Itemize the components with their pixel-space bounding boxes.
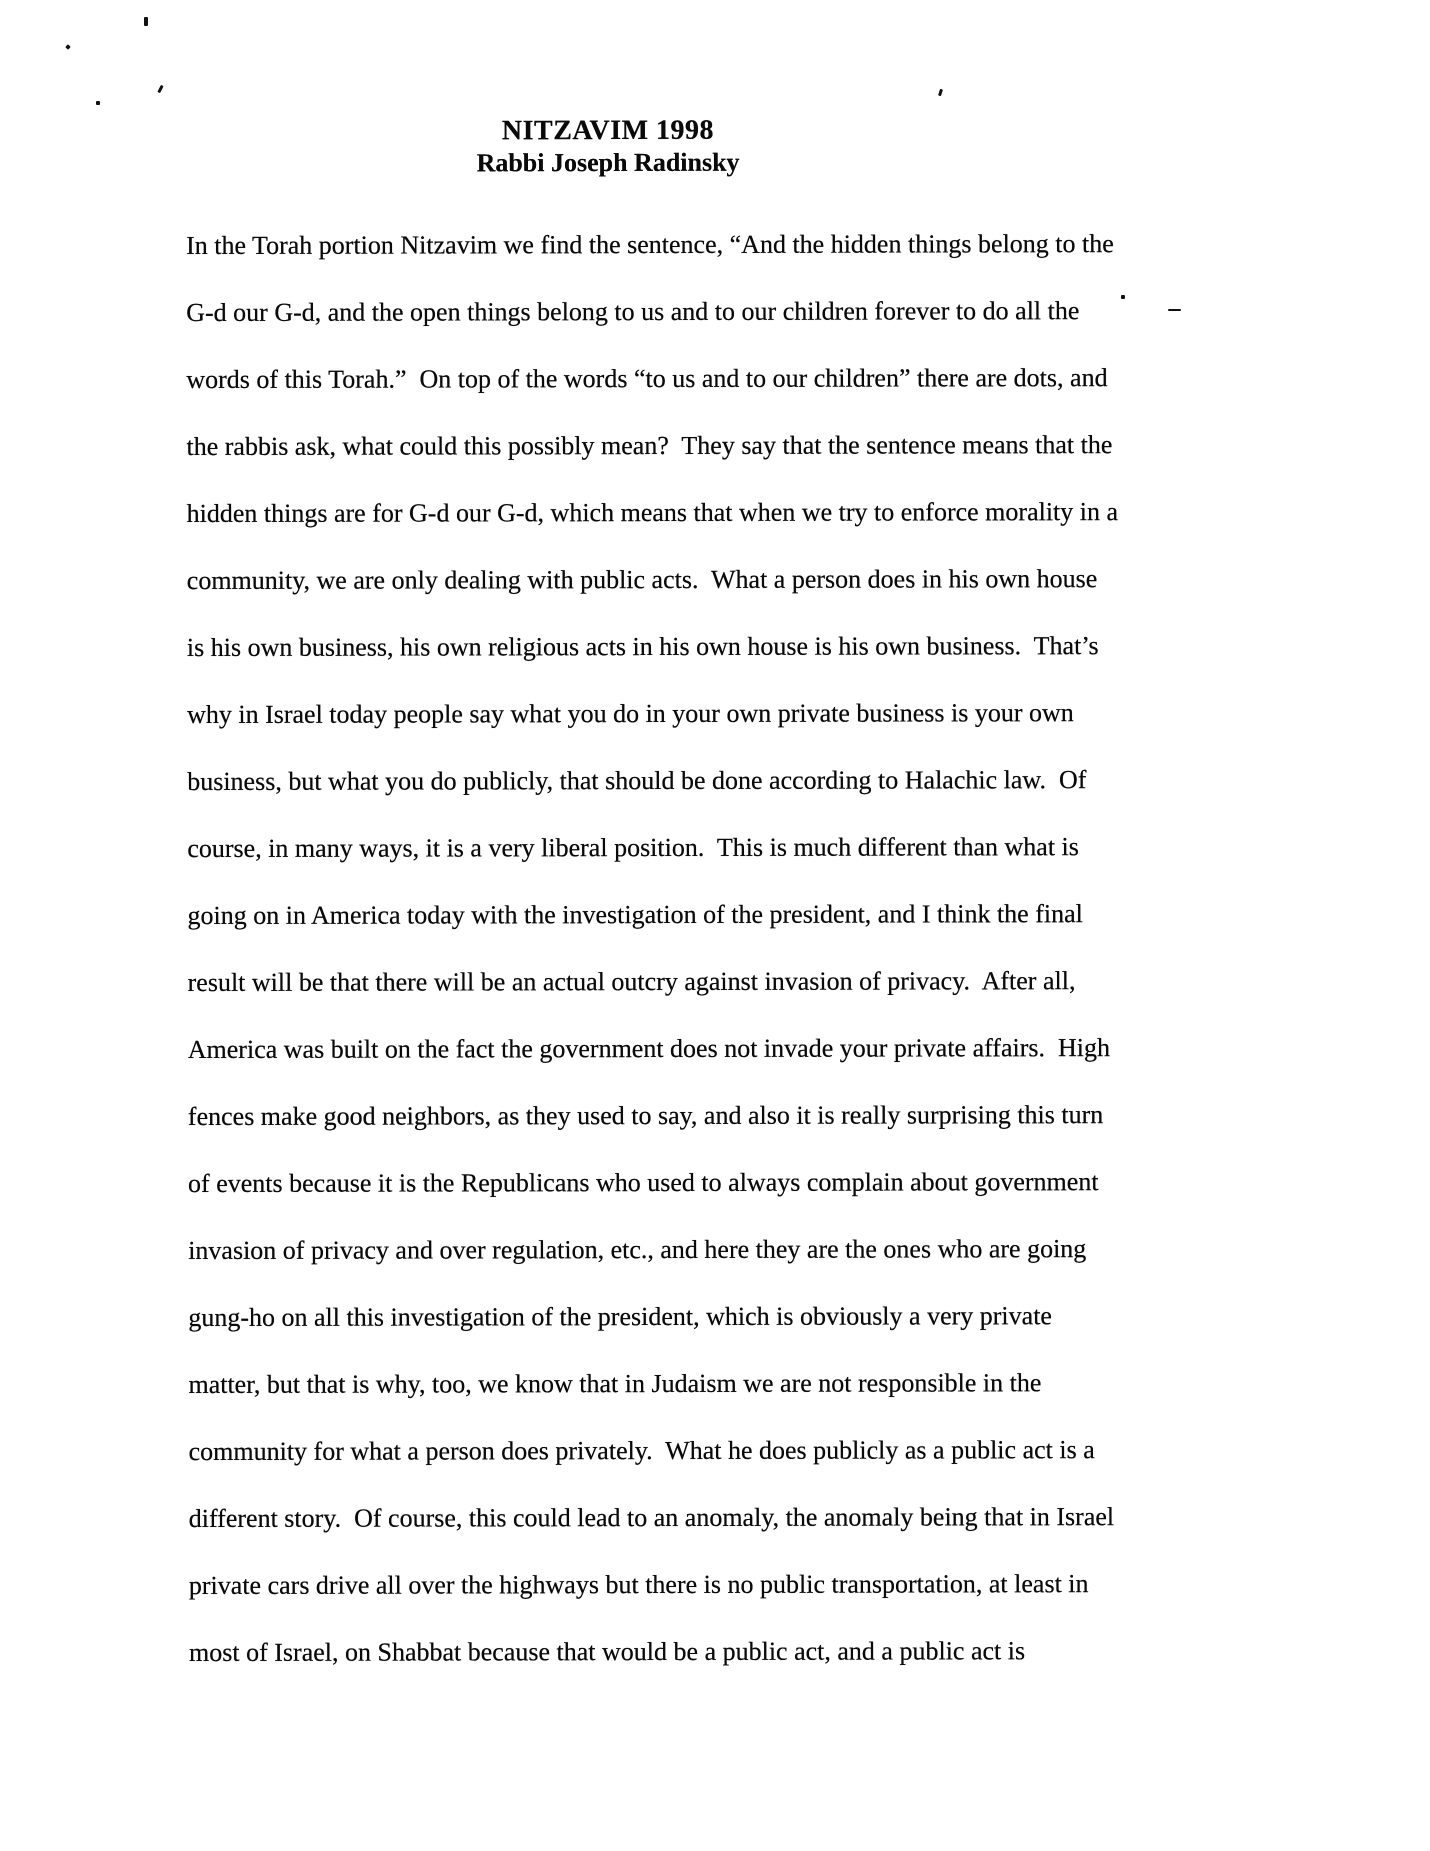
body-text [186,210,1289,1686]
text-line: community, we are only dealing with public acts. What a person does in his own house [186,564,1098,595]
text-line: fences make good neighbors, as they used to say, and also it is really surprising this turn [187,1100,1104,1131]
text-line: hidden things are for G-d our G-d, which means that when we try to enforce morality in a [186,497,1119,528]
text-line: different story. Of course, this could lead to an anomaly, the anomaly being that in Israel [188,1502,1115,1533]
text-line: the rabbis ask, what could this possibly mean? They say that the sentence means that the [186,430,1113,461]
text-line: private cars drive all over the highways but there is no public transportation, at least in [188,1569,1089,1600]
text-line: business, but what you do publicly, that should be done according to Halachic law. Of [187,765,1087,796]
text-line: course, in many ways, it is a very liberal position. This is much different than what is [187,832,1079,863]
text-line: matter, but that is why, too, we know that in Judaism we are not responsible in the [188,1368,1042,1399]
document-author: Rabbi Joseph Radinsky [476,147,740,178]
scan-speck [65,44,71,50]
title-block [0,112,1216,180]
document-title: NITZAVIM 1998 [501,114,715,147]
text-line: going on in America today with the investigation of the president, and I think the final [187,899,1083,930]
text-line: most of Israel, on Shabbat because that would be a public act, and a public act is [188,1636,1026,1667]
scan-speck [96,101,100,105]
text-line: why in Israel today people say what you do in your own private business is your own [187,698,1074,729]
text-line: of events because it is the Republicans who used to always complain about government [188,1167,1099,1198]
scan-speck [157,85,163,93]
text-line: community for what a person does privately. What he does publicly as a public act is a [188,1435,1095,1466]
text-line: result will be that there will be an actual outcry against invasion of privacy. After all, [187,966,1076,997]
text-line: In the Torah portion Nitzavim we find the sentence, “And the hidden things belong to the [186,229,1114,260]
text-line: words of this Torah.” On top of the words “to us and to our children” there are dots, and [186,363,1108,394]
text-line: gung-ho on all this investigation of the president, which is obviously a very private [188,1301,1052,1332]
scan-speck [144,17,148,26]
text-line: America was built on the fact the government does not invade your private affairs. High [187,1033,1111,1064]
text-line: G-d our G-d, and the open things belong to us and to our children forever to do all the [186,296,1080,327]
text-line: invasion of privacy and over regulation, etc., and here they are the ones who are going [188,1234,1087,1265]
text-line: is his own business, his own religious acts in his own house is his own business. That’s [186,631,1099,662]
scan-speck [938,89,943,97]
